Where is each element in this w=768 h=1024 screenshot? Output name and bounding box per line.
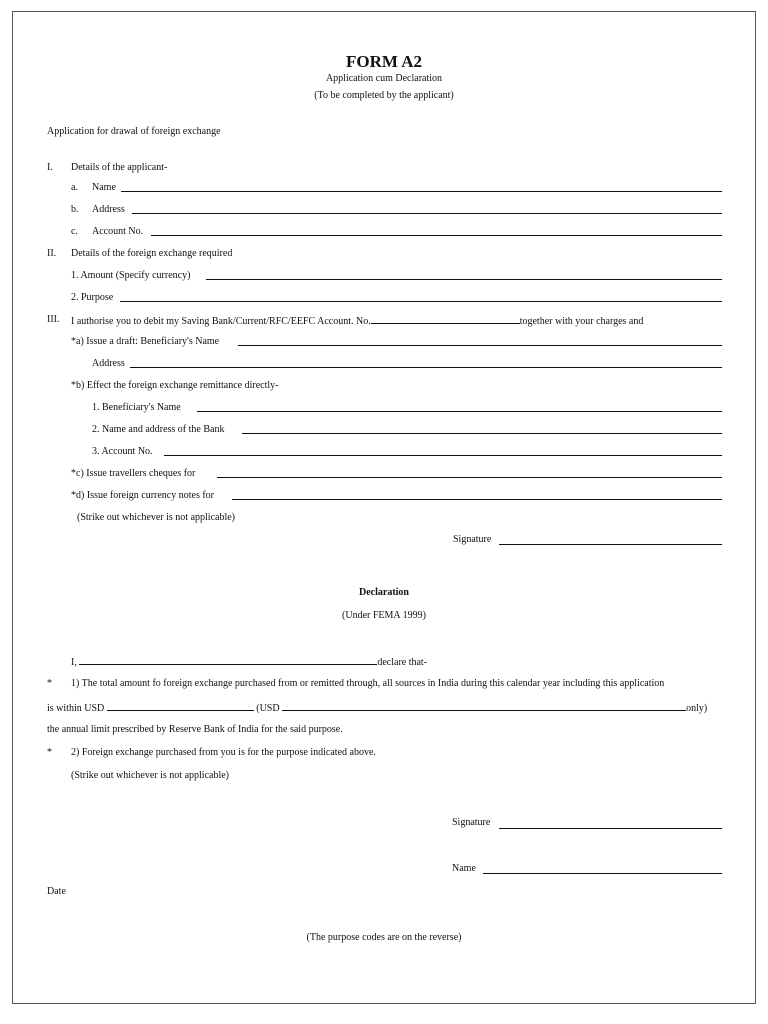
form-subtitle: Application cum Declaration bbox=[325, 73, 443, 84]
remittance-label: *b) Effect the foreign exchange remittance directly- bbox=[71, 380, 279, 391]
within-usd-mid: (USD bbox=[256, 703, 280, 714]
applicant-address-label: Address bbox=[92, 204, 125, 215]
declaration-item-2-star: * bbox=[47, 747, 52, 758]
authorise-text-end: together with your charges and bbox=[519, 316, 644, 327]
section-1b-index: b. bbox=[71, 204, 79, 215]
declaration-strike-note: (Strike out whichever is not applicable) bbox=[71, 770, 230, 781]
remit-account-field[interactable] bbox=[164, 455, 722, 456]
footer-note: (The purpose codes are on the reverse) bbox=[306, 932, 462, 943]
declarant-line bbox=[71, 655, 427, 669]
declaration-name-field[interactable] bbox=[483, 873, 722, 874]
purpose-field[interactable] bbox=[120, 301, 722, 302]
application-signature-label: Signature bbox=[453, 534, 492, 545]
bank-name-address-label: 2. Name and address of the Bank bbox=[92, 424, 225, 435]
debit-account-field[interactable] bbox=[371, 314, 520, 324]
bank-name-address-field[interactable] bbox=[242, 433, 722, 434]
declaration-signature-field[interactable] bbox=[499, 828, 722, 829]
declaration-item-2: 2) Foreign exchange purchased from you is for the purpose indicated above. bbox=[71, 747, 376, 758]
declaration-item-1-star: * bbox=[47, 678, 52, 689]
form-note: (To be completed by the applicant) bbox=[314, 90, 454, 101]
currency-notes-field[interactable] bbox=[232, 499, 722, 500]
draft-address-field[interactable] bbox=[130, 367, 722, 368]
declaration-title: Declaration bbox=[359, 587, 409, 598]
applicant-name-field[interactable] bbox=[121, 191, 722, 192]
remit-beneficiary-field[interactable] bbox=[197, 411, 722, 412]
intro-text: Application for drawal of foreign exchange bbox=[47, 126, 221, 137]
section-1a-index: a. bbox=[71, 182, 78, 193]
declaration-name-label: Name bbox=[452, 863, 476, 874]
applicant-name-label: Name bbox=[92, 182, 116, 193]
section-2-heading: Details of the foreign exchange required bbox=[71, 248, 233, 259]
usd-words-field[interactable] bbox=[282, 701, 686, 711]
declaration-signature-label: Signature bbox=[452, 817, 491, 828]
section-3-number: III. bbox=[47, 314, 60, 325]
applicant-account-field[interactable] bbox=[151, 235, 722, 236]
remit-account-label: 3. Account No. bbox=[92, 446, 153, 457]
purpose-label: 2. Purpose bbox=[71, 292, 114, 303]
remit-beneficiary-label: 1. Beneficiary's Name bbox=[92, 402, 181, 413]
within-usd-suffix: only) bbox=[686, 703, 708, 714]
amount-label: 1. Amount (Specify currency) bbox=[71, 270, 191, 281]
section-1-number: I. bbox=[47, 162, 53, 173]
draft-address-label: Address bbox=[92, 358, 125, 369]
authorise-text: I authorise you to debit my Saving Bank/Current/RFC/EEFC Account. No. bbox=[71, 316, 371, 327]
applicant-account-label: Account No. bbox=[92, 226, 144, 237]
declarant-suffix: declare that- bbox=[377, 657, 428, 668]
amount-field[interactable] bbox=[206, 279, 722, 280]
currency-notes-label: *d) Issue foreign currency notes for bbox=[71, 490, 215, 501]
form-page bbox=[12, 11, 756, 1004]
declarant-prefix: I, bbox=[71, 657, 77, 668]
within-usd-line bbox=[47, 701, 707, 715]
form-title: FORM A2 bbox=[345, 52, 423, 71]
declaration-subtitle: (Under FEMA 1999) bbox=[342, 610, 426, 621]
draft-beneficiary-field[interactable] bbox=[238, 345, 722, 346]
application-signature-field[interactable] bbox=[499, 544, 722, 545]
section-1-heading: Details of the applicant- bbox=[71, 162, 168, 173]
declaration-item-1: 1) The total amount fo foreign exchange purchased from or remitted through, all sources in India during this calendar year including this application bbox=[71, 678, 665, 689]
section-3-text bbox=[71, 314, 643, 328]
section-2-number: II. bbox=[47, 248, 57, 259]
strike-out-note: (Strike out whichever is not applicable) bbox=[77, 512, 236, 523]
section-1c-index: c. bbox=[71, 226, 78, 237]
annual-limit-text: the annual limit prescribed by Reserve Bank of India for the said purpose. bbox=[47, 724, 343, 735]
declarant-name-field[interactable] bbox=[79, 655, 377, 665]
within-usd-prefix: is within USD bbox=[47, 703, 105, 714]
date-label: Date bbox=[47, 886, 66, 897]
applicant-address-field[interactable] bbox=[132, 213, 722, 214]
draft-beneficiary-label: *a) Issue a draft: Beneficiary's Name bbox=[71, 336, 220, 347]
travellers-cheques-field[interactable] bbox=[217, 477, 722, 478]
usd-amount-field[interactable] bbox=[107, 701, 254, 711]
travellers-cheques-label: *c) Issue travellers cheques for bbox=[71, 468, 196, 479]
